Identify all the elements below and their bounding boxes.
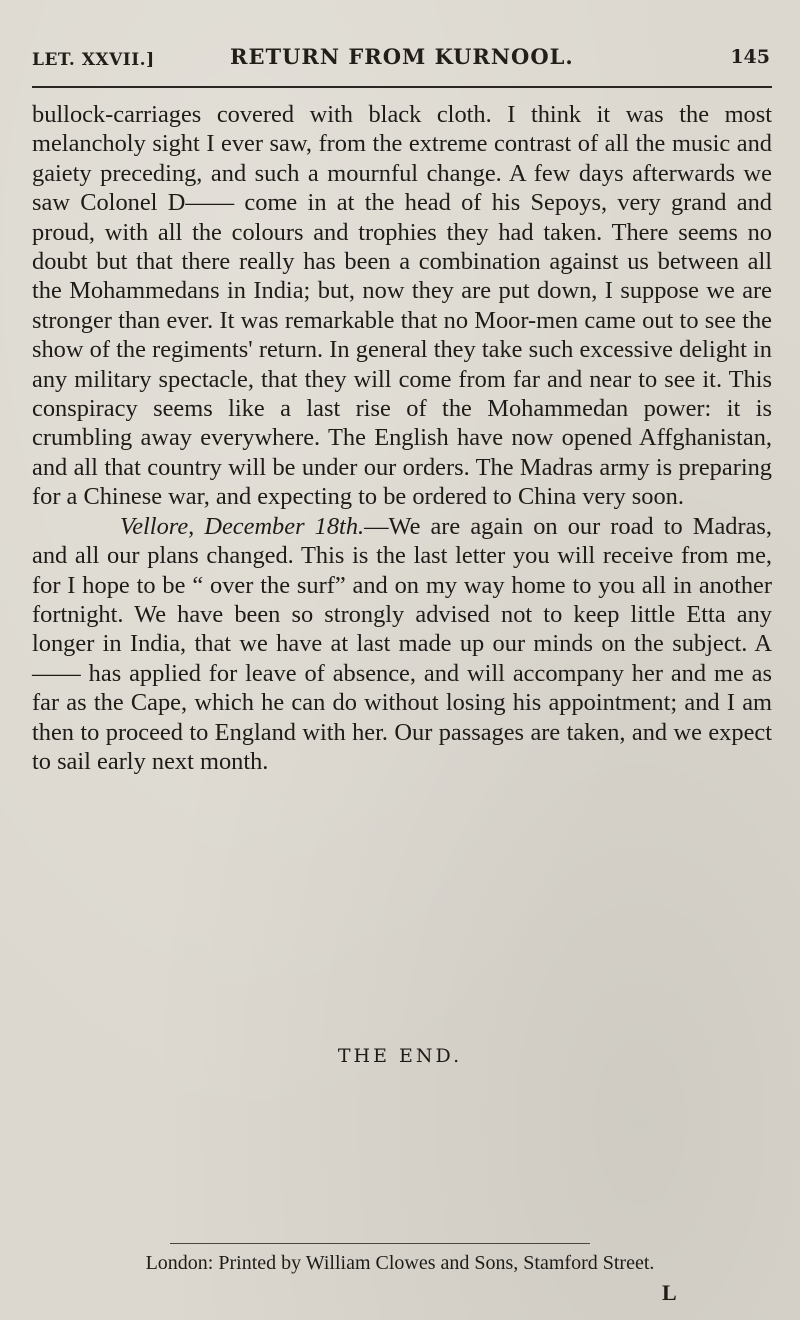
running-title: RETURN FROM KURNOOL. (230, 44, 574, 69)
dated-entry-text: —We are again on our road to Madras, and all our plans changed. This is the last letter you will receive from me, for I hope to be “ over the surf” and on my way home to you all in another fortnight. We have been so strongly advised not to keep little Etta any longer in India, that we have at last made up our minds on the subject. A—— has applied for leave of absence, and will accompany her and me as far as the Cape, which he can do without losing his appointment; and I am then to proceed to England with her. Our passages are taken, and we expect to sail early next month. (32, 512, 772, 775)
header-rule (32, 86, 772, 88)
imprint-rule (170, 1243, 590, 1244)
dateline: Vellore, December 18th. (120, 512, 365, 540)
paragraph-dated-entry (32, 512, 772, 777)
letter-reference: LET. XXVII.] (32, 50, 155, 70)
paragraph-continued: bullock-carriages covered with black cloth. I think it was the most melancholy sight I ever saw, from the extreme contrast of all the music and gaiety preceding, and such a mournful change. A few days afterwards we saw Colonel D—— come in at the head of his Sepoys, very grand and proud, with all the colours and trophies they had taken. There seems no doubt but that there really has been a combination against us between all the Mohammedans in India; but, now they are put down, I suppose we are stronger than ever. It was remarkable that no Moor-men came out to see the show of the regiments' return. In general they take such excessive delight in any military spectacle, that they will come from far and near to see it. This conspiracy seems like a last rise of the Mohammedan power: it is crumbling away everywhere. The English have now opened Affghanistan, and all that country will be under our orders. The Madras army is preparing for a Chinese war, and expecting to be ordered to China very soon. (32, 101, 772, 511)
signature-mark: L (662, 1280, 677, 1305)
printer-imprint: London: Printed by William Clowes and Sons, Stamford Street. (145, 1252, 655, 1274)
running-head (32, 44, 770, 74)
letter-body (32, 100, 772, 776)
page-number: 145 (730, 46, 770, 68)
the-end: THE END. (337, 1045, 463, 1067)
